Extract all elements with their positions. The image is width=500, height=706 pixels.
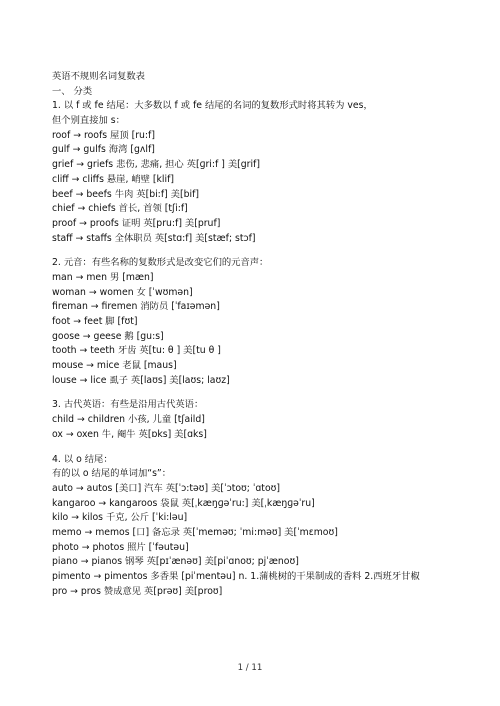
list-item: tooth → teeth 牙齿 英[tu: θ ] 美[tu θ ]	[52, 345, 221, 357]
list-item: louse → lice 虱子 英[laʊs] 美[laʊs; laʊz]	[52, 374, 230, 386]
list-item: goose → geese 鹅 [gu:s]	[52, 330, 164, 342]
document-body	[52, 70, 472, 599]
list-item: roof → roofs 屋顶 [ru:f]	[52, 129, 155, 141]
list-item: foot → feet 脚 [fʊt]	[52, 316, 138, 327]
list-item: photo → photos 照片 [ˈfəutəu]	[52, 541, 189, 553]
list-item: staff → staffs 全体职员 英[stɑ:f] 美[stæf; stɔf]	[52, 232, 256, 244]
list-item: gulf → gulfs 海湾 [gʌlf]	[52, 144, 155, 156]
spacer	[52, 246, 472, 256]
page-number: 1 / 11	[237, 663, 263, 673]
group-subheading: 有的以 o 结尾的单词加“s”：	[52, 468, 172, 480]
list-item: ox → oxen 牛, 阉牛 英[ɒks] 美[ɑks]	[52, 428, 207, 440]
list-item: pimento → pimentos 多香果 [piˈmentəu] n. 1.蒲桃树的干果制成的香料 2.西班牙甘椒	[52, 571, 420, 582]
group-subheading: 但个别直接加 s：	[52, 115, 125, 127]
list-item: man → men 男 [mæn]	[52, 271, 154, 283]
list-item: piano → pianos 钢琴 英[pɪˈænəʊ] 美[piˈɑnoʊ; pjˈænoʊ]	[52, 556, 299, 568]
group-heading: 4. 以 o 结尾：	[52, 453, 113, 465]
spacer	[52, 388, 472, 398]
list-item: auto → autos [美口] 汽车 英[ˈɔ:təʊ] 美[ˈɔtoʊ; ˈɑtoʊ]	[52, 482, 281, 494]
list-item: mouse → mice 老鼠 [maus]	[52, 360, 177, 372]
list-item: chief → chiefs 首长, 首领 [tʃi:f]	[52, 203, 188, 215]
list-item: pro → pros 赞成意见 英[prəʊ] 美[proʊ]	[52, 585, 223, 597]
list-item: memo → memos [口] 备忘录 英[ˈmeməʊ; ˈmi:məʊ] 美[ˈmɛmoʊ]	[52, 526, 338, 538]
group-heading: 2. 元音：有些名称的复数形式是改变它们的元音声：	[52, 257, 269, 269]
section-heading: 一、 分类	[52, 85, 93, 97]
doc-title: 英语不规则名词复数表	[52, 71, 145, 82]
list-item: cliff → cliffs 悬崖, 峭壁 [klif]	[52, 173, 174, 185]
list-item: grief → griefs 悲伤, 悲痛, 担心 英[ɡri:f ] 美[grif]	[52, 159, 260, 171]
spacer	[52, 443, 472, 453]
list-item: fireman → firemen 消防员 [ˈfaɪəmən]	[52, 301, 220, 313]
list-item: kangaroo → kangaroos 袋鼠 英[ˌkæŋɡəˈru:] 美[ˌkæŋɡəˈru]	[52, 497, 315, 509]
list-item: kilo → kilos 千克, 公斤 [ˈki:ləu]	[52, 512, 188, 524]
list-item: child → children 小孩, 儿童 [tʃaild]	[52, 414, 205, 426]
list-item: proof → proofs 证明 英[pru:f] 美[pruf]	[52, 217, 221, 229]
list-item: woman → women 女 [ˈwʊmən]	[52, 286, 193, 298]
group-heading: 1. 以 f 或 fe 结尾：大多数以 f 或 fe 结尾的名词的复数形式时将其转为 ves，	[52, 100, 373, 112]
list-item: beef → beefs 牛肉 英[bi:f] 美[bif]	[52, 188, 199, 200]
group-heading: 3. 古代英语：有些是沿用古代英语：	[52, 399, 204, 411]
